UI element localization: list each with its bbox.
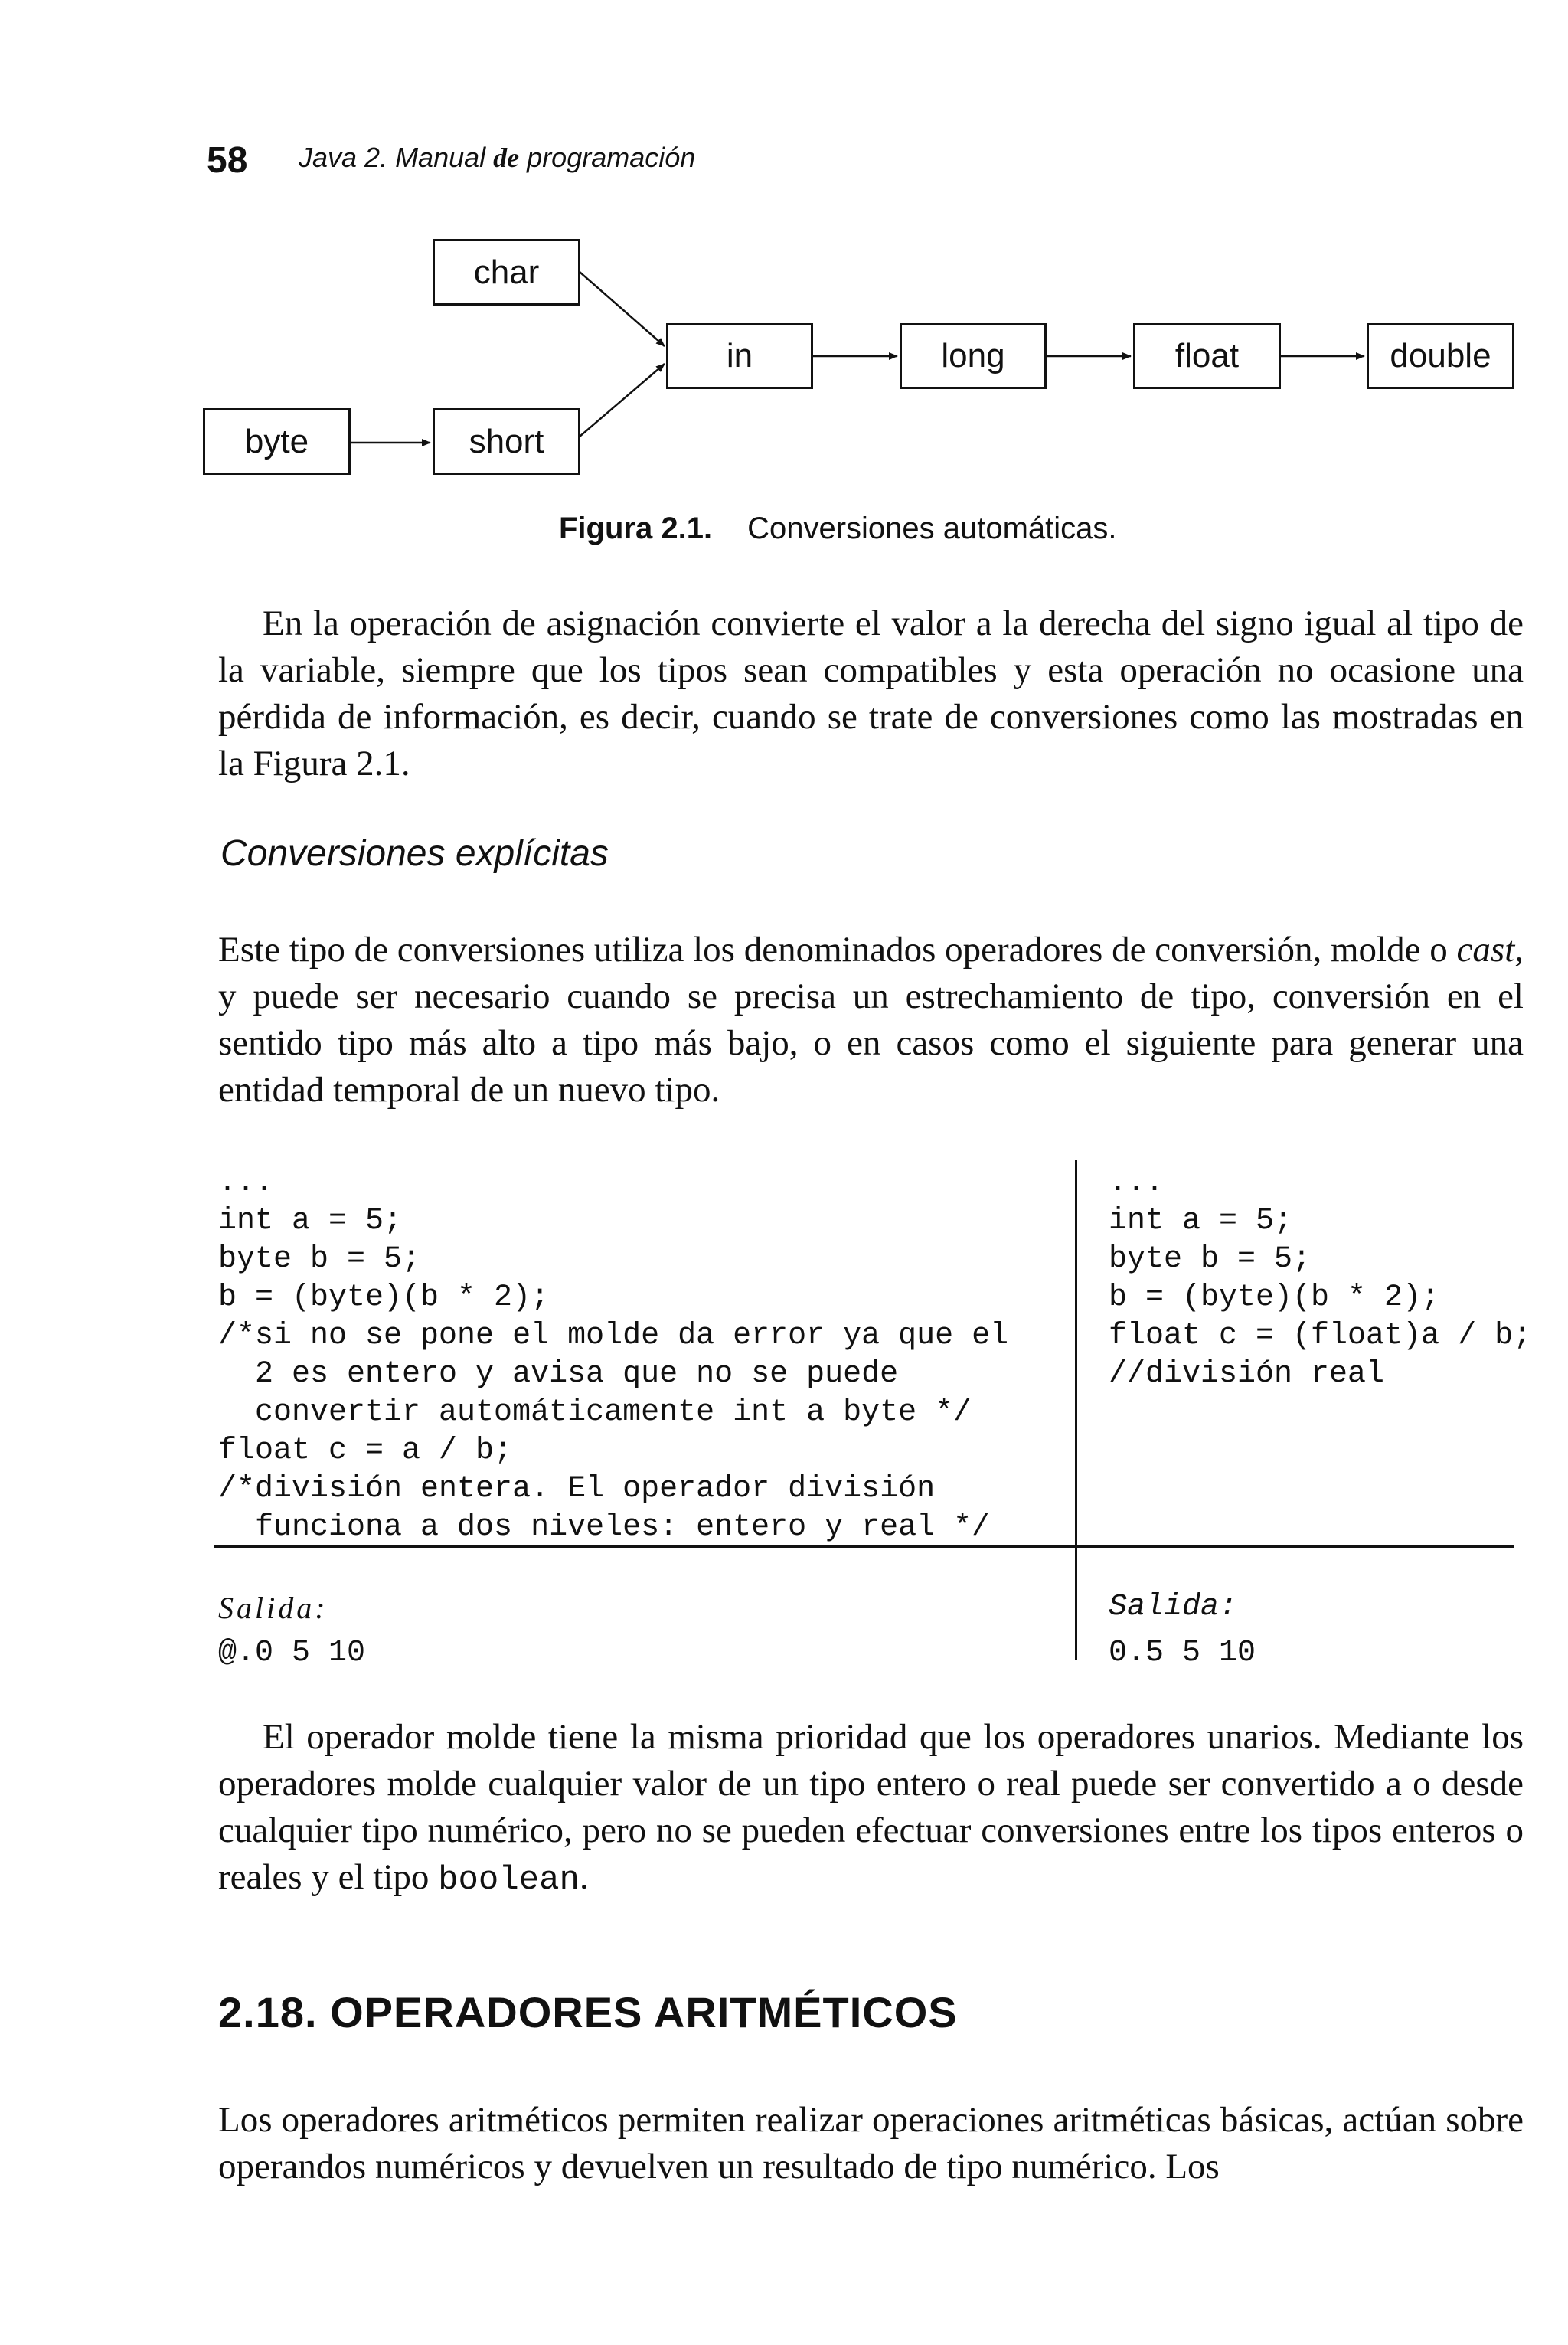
paragraph-arithmetic [218, 2097, 1524, 2190]
cast-term: cast, [1456, 930, 1524, 970]
paragraph-explicit [218, 927, 1524, 1114]
code-line: /*si no se pone el molde da error ya que el [218, 1319, 1009, 1353]
output-value-right: 0.5 5 10 [1109, 1636, 1256, 1670]
node-long: long [900, 323, 1047, 389]
node-char: char [433, 239, 580, 306]
boolean-keyword: boolean [438, 1861, 580, 1899]
code-line: /*división entera. El operador división [218, 1472, 936, 1506]
code-line: int a = 5; [218, 1204, 403, 1238]
figure-caption-label: Figura 2.1. [559, 512, 713, 545]
code-line: byte b = 5; [218, 1242, 421, 1277]
code-line: b = (byte)(b * 2); [1109, 1280, 1440, 1315]
paragraph-assignment [218, 600, 1524, 787]
code-column-divider [1075, 1160, 1077, 1660]
paragraph-cast-priority [218, 1714, 1524, 1904]
book-title-pre: Java 2. Manual [299, 142, 486, 173]
output-label-left: Salida: [218, 1591, 328, 1625]
arrow-char-to-in [580, 272, 665, 346]
section-heading: 2.18. OPERADORES ARITMÉTICOS [218, 1988, 958, 2036]
paragraph-assignment-text: En la operación de asignación convierte el valor a la derecha del signo igual al tipo de la variable, siempre que los tipos sean compatibles y esta operación no ocasione una pérdida de información, es decir, cuando se trate de conversiones como las mostradas en la Figura 2.1. [218, 603, 1524, 783]
figure-caption [559, 512, 1117, 546]
node-double: double [1367, 323, 1514, 389]
node-float: float [1133, 323, 1281, 389]
output-label-right: Salida: [1109, 1590, 1238, 1624]
code-line: float c = a / b; [218, 1434, 513, 1468]
code-line: 2 es entero y avisa que no se puede [218, 1357, 899, 1392]
code-output-divider [214, 1545, 1514, 1548]
subheading-explicit-conversions: Conversiones explícitas [220, 833, 609, 874]
paragraph-explicit-pre: Este tipo de conversiones utiliza los denominados operadores de conversión, molde o [218, 930, 1448, 970]
code-line: ... [218, 1166, 274, 1200]
book-title-de: de [493, 142, 520, 173]
code-line: convertir automáticamente int a byte */ [218, 1395, 972, 1430]
arrow-short-to-in [580, 364, 665, 437]
paragraph-explicit-post: y puede ser necesario cuando se precisa un estrechamiento de tipo, conversión en el sentido tipo más alto a tipo más bajo, o en casos como el siguiente para generar una entidad temporal de un nuevo tipo. [218, 976, 1524, 1110]
code-line: ... [1109, 1166, 1165, 1200]
code-line: b = (byte)(b * 2); [218, 1280, 550, 1315]
paragraph-cast-priority-pre: El operador molde tiene la misma prioridad que los operadores unarios. Mediante los operadores molde cualquier valor de un tipo entero o real puede ser convertido a o desde cualquier tipo numérico, pero no se pueden efectuar conversiones entre los tipos enteros o reales y el tipo [218, 1717, 1524, 1897]
code-line: funciona a dos niveles: entero y real */ [218, 1510, 991, 1545]
code-line: byte b = 5; [1109, 1242, 1312, 1277]
page-number: 58 [207, 140, 248, 181]
paragraph-cast-priority-post: . [579, 1857, 589, 1897]
node-short: short [433, 408, 580, 475]
code-line: float c = (float)a / b; [1109, 1319, 1532, 1353]
figure-caption-text: Conversiones automáticas. [747, 512, 1117, 545]
code-line: //división real [1109, 1357, 1385, 1392]
code-line: int a = 5; [1109, 1204, 1293, 1238]
output-value-left: @.0 5 10 [218, 1636, 366, 1670]
node-byte: byte [203, 408, 351, 475]
book-title-post: programación [527, 142, 696, 173]
node-int: in [666, 323, 813, 389]
paragraph-arithmetic-text: Los operadores aritméticos permiten realizar operaciones aritméticas básicas, actúan sobre operandos numéricos y devuelven un resultado de tipo numérico. Los [218, 2100, 1524, 2186]
